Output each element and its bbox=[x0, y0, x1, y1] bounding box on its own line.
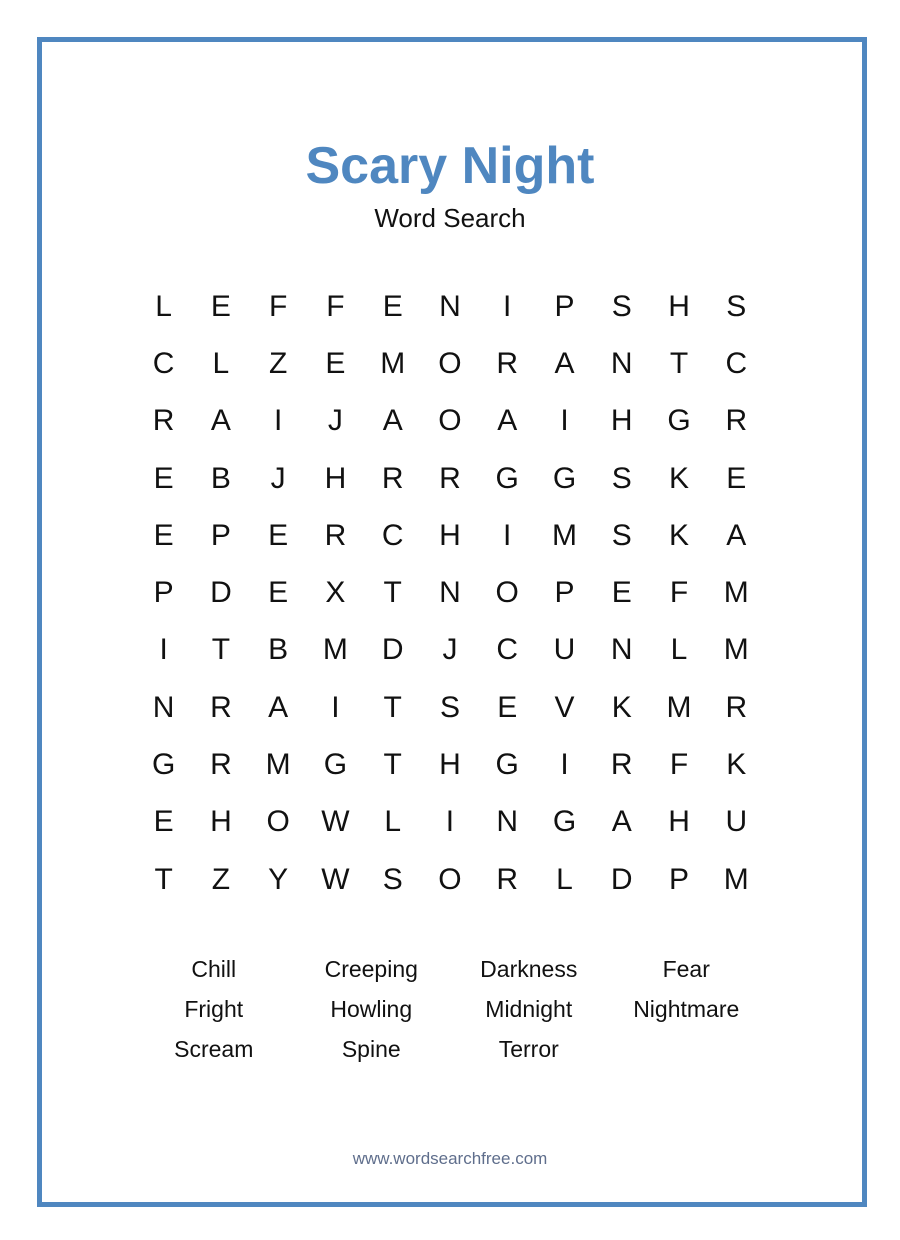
page-title: Scary Night bbox=[305, 137, 595, 195]
grid-letter: N bbox=[439, 289, 461, 323]
grid-letter: A bbox=[268, 690, 289, 724]
grid-letter: T bbox=[154, 862, 173, 896]
grid-letter: Z bbox=[211, 862, 231, 896]
grid-letter: L bbox=[384, 805, 402, 839]
grid-letter: A bbox=[554, 346, 575, 380]
grid-letter: M bbox=[666, 690, 692, 724]
grid-letter: P bbox=[669, 862, 690, 896]
grid-row bbox=[135, 622, 765, 679]
grid-letter: H bbox=[324, 461, 347, 495]
grid-letter: H bbox=[439, 518, 461, 552]
grid-letter: E bbox=[382, 289, 403, 323]
grid-letter: I bbox=[159, 633, 168, 667]
page-subtitle: Word Search bbox=[374, 203, 526, 233]
grid-letter: W bbox=[321, 862, 350, 896]
grid-letter: E bbox=[153, 461, 174, 495]
grid-letter: N bbox=[610, 346, 633, 380]
grid-row bbox=[135, 450, 765, 507]
grid-letter: F bbox=[326, 289, 345, 323]
grid-row bbox=[135, 564, 765, 621]
grid-row bbox=[135, 794, 765, 851]
grid-letter: N bbox=[610, 633, 633, 667]
grid-letter: W bbox=[321, 805, 350, 839]
grid-letter: E bbox=[268, 518, 289, 552]
grid-letter: O bbox=[438, 862, 462, 896]
footer-url: www.wordsearchfree.com bbox=[352, 1149, 548, 1168]
grid-letter: E bbox=[153, 518, 174, 552]
grid-letter: H bbox=[210, 805, 232, 839]
grid-letter: O bbox=[438, 346, 462, 380]
word-list-item: Creeping bbox=[324, 956, 418, 982]
grid-letter: R bbox=[496, 346, 519, 380]
grid-letter: G bbox=[552, 461, 577, 495]
grid-letter: T bbox=[383, 690, 402, 724]
grid-letter: P bbox=[554, 576, 575, 610]
grid-row bbox=[135, 335, 765, 392]
grid-letter: I bbox=[503, 518, 512, 552]
grid-letter: C bbox=[152, 346, 175, 380]
grid-letter: S bbox=[726, 289, 747, 323]
grid-letter: M bbox=[265, 748, 291, 782]
grid-letter: F bbox=[669, 576, 689, 610]
grid-letter: H bbox=[610, 404, 633, 438]
grid-letter: K bbox=[726, 748, 747, 782]
grid-letter: M bbox=[723, 633, 749, 667]
grid-letter: S bbox=[382, 862, 403, 896]
grid-letter: I bbox=[273, 404, 283, 438]
grid-letter: H bbox=[668, 289, 690, 323]
grid-letter: Y bbox=[268, 862, 289, 896]
grid-letter: R bbox=[152, 404, 175, 438]
grid-letter: O bbox=[495, 576, 519, 610]
grid-letter: M bbox=[723, 862, 749, 896]
letter-grid bbox=[135, 278, 765, 908]
grid-letter: N bbox=[439, 576, 461, 610]
grid-letter: X bbox=[325, 576, 346, 610]
grid-letter: A bbox=[210, 404, 231, 438]
word-list bbox=[135, 952, 765, 1072]
grid-letter: R bbox=[725, 690, 748, 724]
grid-letter: M bbox=[322, 633, 348, 667]
grid-letter: O bbox=[438, 404, 462, 438]
word-list-item: Nightmare bbox=[633, 996, 740, 1022]
grid-letter: F bbox=[269, 289, 288, 323]
grid-letter: F bbox=[669, 748, 689, 782]
grid-letter: T bbox=[383, 748, 402, 782]
grid-letter: A bbox=[382, 404, 403, 438]
grid-letter: I bbox=[445, 805, 455, 839]
grid-letter: D bbox=[210, 576, 232, 610]
grid-letter: R bbox=[610, 748, 633, 782]
grid-letter: U bbox=[553, 633, 576, 667]
grid-letter: U bbox=[725, 805, 748, 839]
grid-letter: M bbox=[380, 346, 406, 380]
grid-letter: L bbox=[155, 289, 172, 323]
grid-letter: S bbox=[611, 461, 632, 495]
grid-row bbox=[135, 278, 765, 335]
grid-letter: J bbox=[270, 461, 286, 495]
grid-letter: R bbox=[496, 862, 519, 896]
grid-letter: R bbox=[439, 461, 461, 495]
word-list-item: Scream bbox=[174, 1036, 254, 1062]
grid-letter: P bbox=[554, 289, 575, 323]
grid-letter: G bbox=[495, 748, 519, 782]
grid-letter: S bbox=[611, 289, 632, 323]
grid-letter: S bbox=[439, 690, 460, 724]
grid-letter: J bbox=[442, 633, 458, 667]
grid-letter: P bbox=[153, 576, 174, 610]
grid-letter: K bbox=[669, 461, 690, 495]
grid-letter: I bbox=[560, 404, 569, 438]
grid-letter: T bbox=[211, 633, 231, 667]
grid-letter: A bbox=[726, 518, 747, 552]
grid-letter: C bbox=[381, 518, 404, 552]
grid-row bbox=[135, 507, 765, 564]
grid-letter: G bbox=[495, 461, 519, 495]
word-list-item: Fright bbox=[184, 996, 244, 1022]
word-list-item: Howling bbox=[330, 996, 413, 1022]
grid-letter: B bbox=[210, 461, 231, 495]
grid-row bbox=[135, 679, 765, 736]
grid-row bbox=[135, 851, 765, 908]
word-list-item: Spine bbox=[341, 1036, 401, 1062]
grid-letter: G bbox=[323, 748, 348, 782]
grid-letter: J bbox=[327, 404, 343, 438]
grid-letter: A bbox=[611, 805, 632, 839]
grid-letter: R bbox=[381, 461, 404, 495]
grid-letter: E bbox=[210, 289, 231, 323]
grid-letter: V bbox=[554, 690, 575, 724]
grid-letter: R bbox=[210, 748, 232, 782]
grid-letter: Z bbox=[269, 346, 288, 380]
grid-letter: B bbox=[268, 633, 289, 667]
grid-letter: E bbox=[325, 346, 346, 380]
grid-letter: R bbox=[210, 690, 232, 724]
grid-row bbox=[135, 393, 765, 450]
grid-letter: M bbox=[723, 576, 749, 610]
word-list-item: Chill bbox=[191, 956, 237, 982]
word-list-item: Terror bbox=[498, 1036, 559, 1062]
grid-letter: M bbox=[551, 518, 577, 552]
grid-letter: I bbox=[331, 690, 340, 724]
grid-letter: G bbox=[151, 748, 176, 782]
grid-row bbox=[135, 736, 765, 793]
grid-letter: D bbox=[381, 633, 404, 667]
grid-letter: S bbox=[611, 518, 632, 552]
grid-letter: T bbox=[669, 346, 689, 380]
grid-letter: E bbox=[497, 690, 518, 724]
grid-letter: E bbox=[726, 461, 747, 495]
grid-letter: P bbox=[210, 518, 231, 552]
grid-letter: N bbox=[496, 805, 519, 839]
grid-letter: K bbox=[669, 518, 690, 552]
grid-letter: T bbox=[383, 576, 402, 610]
grid-letter: R bbox=[324, 518, 347, 552]
grid-letter: N bbox=[152, 690, 175, 724]
grid-letter: H bbox=[668, 805, 690, 839]
grid-letter: R bbox=[725, 404, 748, 438]
grid-letter: L bbox=[670, 633, 688, 667]
grid-letter: H bbox=[439, 748, 461, 782]
grid-letter: G bbox=[667, 404, 691, 438]
grid-letter: E bbox=[611, 576, 632, 610]
grid-letter: I bbox=[503, 289, 512, 323]
grid-letter: C bbox=[725, 346, 748, 380]
grid-letter: G bbox=[552, 805, 577, 839]
grid-letter: I bbox=[560, 748, 569, 782]
grid-letter: E bbox=[268, 576, 289, 610]
word-list-item: Fear bbox=[662, 956, 710, 982]
word-list-item: Darkness bbox=[480, 956, 578, 982]
grid-letter: C bbox=[496, 633, 519, 667]
grid-letter: A bbox=[497, 404, 518, 438]
grid-letter: D bbox=[610, 862, 633, 896]
grid-letter: K bbox=[611, 690, 632, 724]
grid-letter: L bbox=[556, 862, 573, 896]
grid-letter: E bbox=[153, 805, 174, 839]
grid-letter: O bbox=[266, 805, 290, 839]
grid-letter: L bbox=[212, 346, 230, 380]
word-list-item: Midnight bbox=[485, 996, 573, 1022]
